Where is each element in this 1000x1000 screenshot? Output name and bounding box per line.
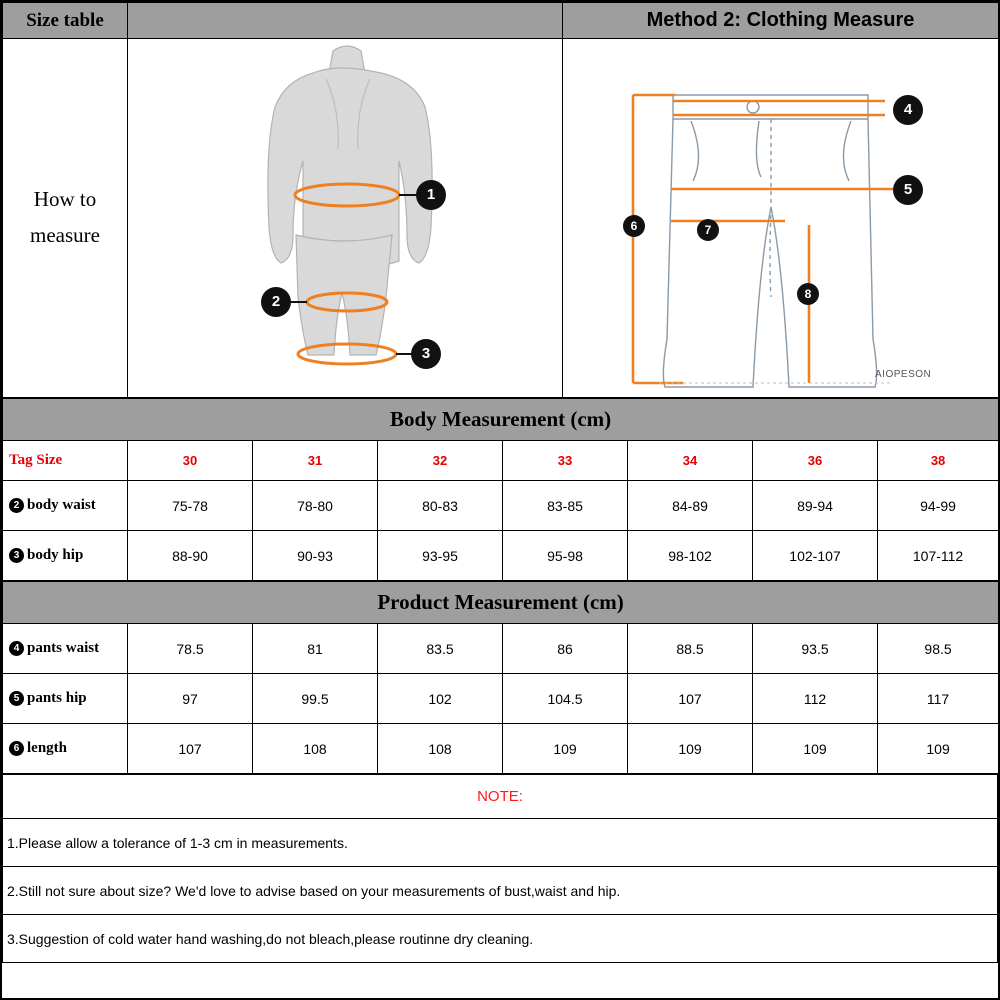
badge-2: 2 [261,287,291,317]
table-row [3,624,999,674]
body-measure-illustration [128,39,563,392]
row-label-length [3,724,128,774]
cell: 83-85 [503,481,628,531]
how-to-line-2: measure [30,223,100,247]
cell: 80-83 [378,481,503,531]
cell: 95-98 [503,531,628,581]
cell: 107 [628,674,753,724]
tag-size-32: 32 [378,441,503,481]
cell: 89-94 [753,481,878,531]
cell: 109 [753,724,878,774]
note-title-row [3,775,998,819]
circle-number-5: 5 [9,691,24,706]
tag-size-36: 36 [753,441,878,481]
body-measurement-title: Body Measurement (cm) [3,399,999,441]
row-label-body-hip [3,531,128,581]
tag-size-30: 30 [128,441,253,481]
table-row [3,481,999,531]
note-line-3: 3.Suggestion of cold water hand washing,do not bleach,please routinne dry cleaning. [3,915,998,963]
note-row-1 [3,819,998,867]
row-label-body-waist [3,481,128,531]
row-label-text: length [27,740,68,756]
method-1-cell [128,3,563,39]
cell: 88-90 [128,531,253,581]
cell: 97 [128,674,253,724]
cell: 102-107 [753,531,878,581]
row-label-text: pants hip [27,690,87,706]
cell: 94-99 [878,481,999,531]
note-line-1: 1.Please allow a tolerance of 1-3 cm in measurements. [3,819,998,867]
tag-size-31: 31 [253,441,378,481]
cell: 86 [503,624,628,674]
cell: 107 [128,724,253,774]
tag-size-33: 33 [503,441,628,481]
watermark-text: AIOPESON [875,369,932,380]
cell: 93.5 [753,624,878,674]
method-2-label: Method 2: Clothing Measure [563,3,999,39]
badge-4: 4 [893,95,923,125]
circle-number-2: 2 [9,498,24,513]
row-label-text: pants waist [27,640,100,656]
cell: 75-78 [128,481,253,531]
tag-size-label: Tag Size [3,441,128,481]
badge-3: 3 [411,339,441,369]
cell: 112 [753,674,878,724]
cell: 102 [378,674,503,724]
cell: 81 [253,624,378,674]
product-measurement-banner [3,582,999,624]
pants-figure-cell [563,39,999,398]
circle-number-3: 3 [9,548,24,563]
cell: 78.5 [128,624,253,674]
cell: 108 [378,724,503,774]
body-measurement-banner [3,399,999,441]
badge-5: 5 [893,175,923,205]
cell: 83.5 [378,624,503,674]
cell: 109 [628,724,753,774]
body-figure-cell [128,39,563,398]
row-label-text: body hip [27,547,84,563]
circle-number-6: 6 [9,741,24,756]
cell: 98.5 [878,624,999,674]
top-section [2,2,999,398]
size-table-label: Size table [3,3,128,39]
how-to-measure-label [3,39,128,398]
note-title: NOTE: [3,775,998,819]
cell: 84-89 [628,481,753,531]
badge-6: 6 [623,215,645,237]
how-to-line-1: How to [33,187,97,212]
product-measurement-table [2,581,999,774]
cell: 117 [878,674,999,724]
row-label-text: body waist [27,497,96,513]
tag-size-38: 38 [878,441,999,481]
note-row-2 [3,867,998,915]
cell: 108 [253,724,378,774]
table-row [3,674,999,724]
cell: 107-112 [878,531,999,581]
tag-size-row [3,441,999,481]
note-line-2: 2.Still not sure about size? We'd love to advise based on your measurements of bust,waist and hip. [3,867,998,915]
circle-number-4: 4 [9,641,24,656]
table-row [3,531,999,581]
badge-8: 8 [797,283,819,305]
cell: 99.5 [253,674,378,724]
cell: 109 [503,724,628,774]
note-row-3 [3,915,998,963]
note-section [2,774,998,963]
body-measurement-table [2,398,999,581]
cell: 90-93 [253,531,378,581]
cell: 88.5 [628,624,753,674]
cell: 93-95 [378,531,503,581]
top-header-row [3,3,999,39]
cell: 78-80 [253,481,378,531]
row-label-pants-hip [3,674,128,724]
cell: 98-102 [628,531,753,581]
tag-size-34: 34 [628,441,753,481]
badge-1: 1 [416,180,446,210]
cell: 109 [878,724,999,774]
badge-7: 7 [697,219,719,241]
row-label-pants-waist [3,624,128,674]
table-row [3,724,999,774]
cell: 104.5 [503,674,628,724]
product-measurement-title: Product Measurement (cm) [3,582,999,624]
